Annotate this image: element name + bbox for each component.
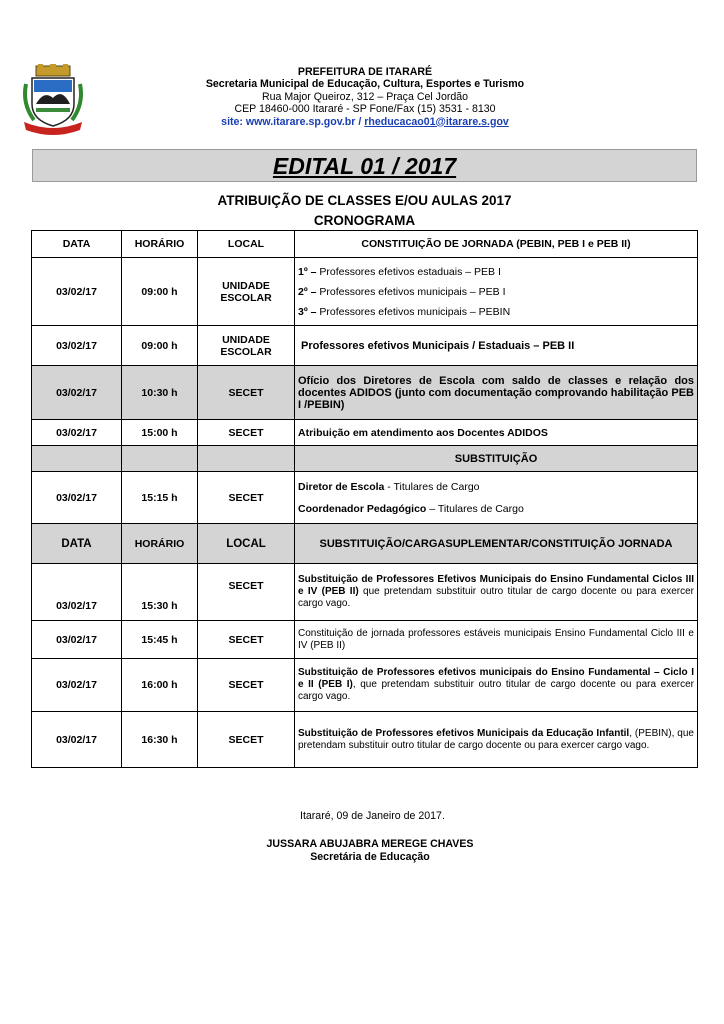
signer-name: JUSSARA ABUJABRA MEREGE CHAVES	[266, 838, 474, 850]
section-row-substitution	[32, 446, 698, 472]
row-description: Diretor de Escola - Titulares de Cargo Coordenador Pedagógico – Titulares de Cargo	[295, 472, 698, 524]
row-date: 03/02/17	[32, 258, 122, 326]
coat-of-arms-logo	[22, 64, 84, 136]
row-location: SECET	[198, 472, 295, 524]
header-location: LOCAL	[198, 231, 295, 258]
row-time: 09:00 h	[122, 326, 198, 366]
email-link[interactable]: rheducacao01@itarare.s.gov	[364, 115, 509, 128]
row-time: 16:30 h	[122, 712, 198, 768]
row-description: 1º – Professores efetivos estaduais – PEB I 2º – Professores efetivos municipais – PEB I 3º – Professores efetivos municipais – PEBIN	[295, 258, 698, 326]
row-description: Constituição de jornada professores estáveis municipais Ensino Fundamental Ciclo III e IV (PEB II)	[295, 621, 698, 659]
row-location: UNIDADE ESCOLAR	[198, 258, 295, 326]
row-location: SECET	[198, 659, 295, 712]
contact-line: CEP 18460-000 Itararé - SP Fone/Fax (15) 3531 - 8130	[234, 103, 496, 116]
row-location: SECET	[198, 564, 295, 621]
row-description: Substituição de Professores efetivos municipais do Ensino Fundamental – Ciclo I e II (PEB I), que pretendam substituir outro titular de cargo docente ou para exercer cargo vago.	[295, 659, 698, 712]
row-date: 03/02/17	[32, 659, 122, 712]
row-description: Atribuição em atendimento aos Docentes ADIDOS	[295, 420, 698, 446]
edital-banner	[32, 149, 697, 182]
row-time: 15:45 h	[122, 621, 198, 659]
row-date: 03/02/17	[32, 472, 122, 524]
row-location: SECET	[198, 366, 295, 420]
row-description: Substituição de Professores efetivos Municipais da Educação Infantil, (PEBIN), que pretendam substituir outro titular de cargo docente ou para exercer cargo vago.	[295, 712, 698, 768]
schedule-table	[31, 230, 698, 768]
table-row	[32, 659, 698, 712]
table-header-row-2	[32, 524, 698, 564]
header-time: HORÁRIO	[122, 231, 198, 258]
table-row	[32, 258, 698, 326]
document-title: EDITAL 01 / 2017	[272, 153, 457, 179]
table-row	[32, 712, 698, 768]
row-time: 15:00 h	[122, 420, 198, 446]
letterhead	[120, 66, 610, 128]
row-date: 03/02/17	[32, 712, 122, 768]
table-header-row	[32, 231, 698, 258]
header-description: CONSTITUIÇÃO DE JORNADA (PEBIN, PEB I e PEB II)	[295, 231, 698, 258]
row-location: SECET	[198, 621, 295, 659]
signer-role: Secretária de Educação	[310, 851, 430, 863]
row-location: UNIDADE ESCOLAR	[198, 326, 295, 366]
row-time: 10:30 h	[122, 366, 198, 420]
row-date: 03/02/17	[32, 420, 122, 446]
row-date: 03/02/17	[32, 326, 122, 366]
site-line	[120, 116, 610, 128]
row-location: SECET	[198, 420, 295, 446]
row-date: 03/02/17	[32, 366, 122, 420]
row-time: 09:00 h	[122, 258, 198, 326]
subtitle-attribution: ATRIBUIÇÃO DE CLASSES E/OU AULAS 2017	[217, 193, 512, 208]
header-description: SUBSTITUIÇÃO/CARGASUPLEMENTAR/CONSTITUIÇÃO JORNADA	[295, 524, 698, 564]
header-date: DATA	[32, 524, 122, 564]
row-description: Ofício dos Diretores de Escola com saldo de classes e relação dos docentes ADIDOS (junto com documentação comprovando habilitação PEB I /PEBIN)	[295, 366, 698, 420]
row-time: 16:00 h	[122, 659, 198, 712]
signature-block	[220, 838, 520, 864]
row-time: 15:30 h	[122, 564, 198, 621]
row-time: 15:15 h	[122, 472, 198, 524]
site-url[interactable]: site: www.itarare.sp.gov.br /	[221, 115, 365, 128]
document-date: Itararé, 09 de Janeiro de 2017.	[300, 810, 445, 822]
address-line: Rua Major Queiroz, 312 – Praça Cel Jordão	[261, 90, 469, 103]
row-location: SECET	[198, 712, 295, 768]
table-row	[32, 366, 698, 420]
section-title: SUBSTITUIÇÃO	[295, 446, 698, 472]
header-location: LOCAL	[198, 524, 295, 564]
table-row	[32, 621, 698, 659]
table-row	[32, 472, 698, 524]
row-description: Professores efetivos Municipais / Estaduais – PEB II	[295, 326, 698, 366]
org-name: PREFEITURA DE ITARARÉ	[297, 66, 433, 78]
table-row	[32, 564, 698, 621]
department-name: Secretaria Municipal de Educação, Cultura, Esportes e Turismo	[205, 78, 525, 91]
row-date: 03/02/17	[32, 564, 122, 621]
header-time: HORÁRIO	[122, 524, 198, 564]
subtitle-schedule: CRONOGRAMA	[313, 213, 416, 228]
header-date: DATA	[32, 231, 122, 258]
table-row	[32, 326, 698, 366]
row-date: 03/02/17	[32, 621, 122, 659]
row-description: Substituição de Professores Efetivos Municipais do Ensino Fundamental Ciclos III e IV (PEB II) que pretendam substituir outro titular de cargo docente ou para exercer cargo vago.	[295, 564, 698, 621]
table-row	[32, 420, 698, 446]
